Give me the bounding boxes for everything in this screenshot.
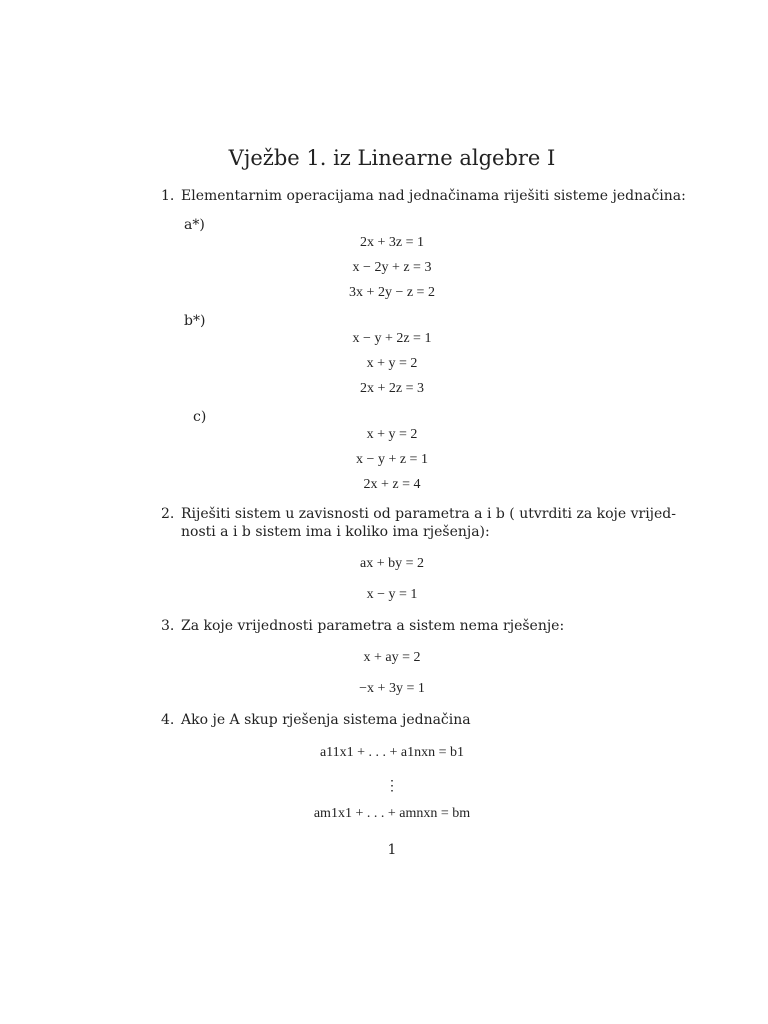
problem-3-text: Za koje vrijednosti parametra a sistem nema rješenje:: [181, 618, 565, 634]
part-c-label: c): [193, 409, 207, 425]
equation-2-2: x − y = 1: [366, 587, 418, 602]
equation-1b-3: 2x + 2z = 3: [359, 381, 424, 396]
equation-4-2: am1x1 + . . . + amnxn = bm: [313, 806, 471, 821]
problem-4-text: Ako je A skup rješenja sistema jednačina: [181, 712, 471, 728]
equation-1a-3: 3x + 2y − z = 2: [349, 285, 435, 300]
problem-1-text: Elementarnim operacijama nad jednačinama riješiti sisteme jednačina:: [181, 188, 686, 204]
equation-1c-1: x + y = 2: [366, 427, 418, 442]
equation-1a-1: 2x + 3z = 1: [359, 235, 424, 250]
problem-4-number: 4.: [161, 712, 175, 728]
equation-1b-1: x − y + 2z = 1: [352, 331, 432, 346]
problem-2-text-line1: Riješiti sistem u zavisnosti od parametra a i b ( utvrditi za koje vrijed-: [181, 506, 676, 522]
page-number: 1: [387, 842, 397, 858]
equation-3-1: x + ay = 2: [363, 650, 421, 665]
equation-1c-2: x − y + z = 1: [356, 452, 428, 467]
part-a-label: a*): [184, 217, 205, 233]
equation-3-2: −x + 3y = 1: [359, 681, 425, 696]
page-title: Vježbe 1. iz Linearne algebre I: [228, 146, 556, 170]
equation-2-1: ax + by = 2: [359, 556, 424, 571]
equation-4-1: a11x1 + . . . + a1nxn = b1: [319, 745, 465, 760]
part-b-label: b*): [184, 313, 206, 329]
problem-1-number: 1.: [161, 188, 175, 204]
problem-3-number: 3.: [161, 618, 175, 634]
equation-1c-3: 2x + z = 4: [363, 477, 421, 492]
problem-2-number: 2.: [161, 506, 175, 522]
equation-4-vdots: ⋮: [385, 779, 399, 794]
equation-1b-2: x + y = 2: [366, 356, 418, 371]
problem-2-text-line2: nosti a i b sistem ima i koliko ima rješenja):: [181, 524, 490, 540]
equation-1a-2: x − 2y + z = 3: [352, 260, 432, 275]
